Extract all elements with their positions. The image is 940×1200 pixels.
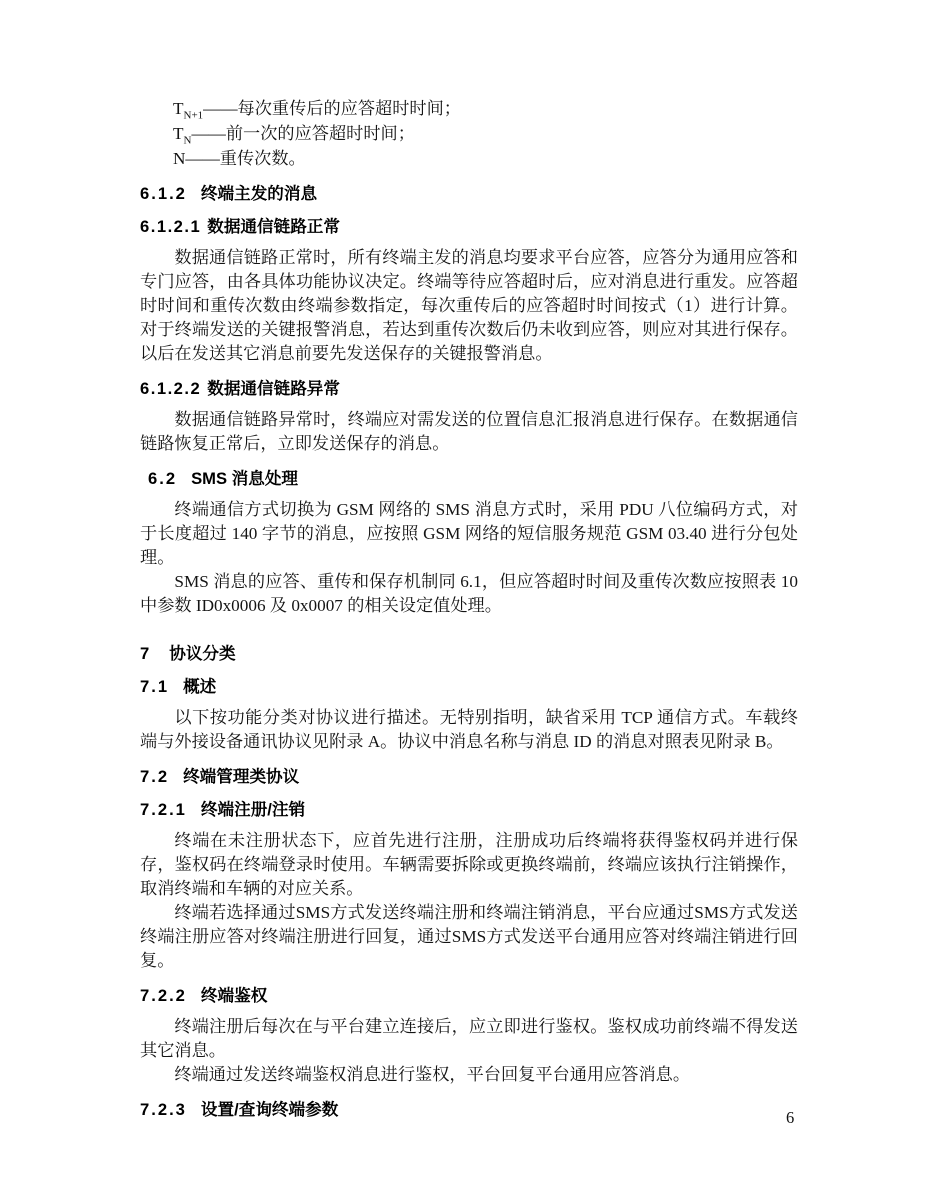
heading-number: 7.1 xyxy=(140,677,170,696)
heading-title: 概述 xyxy=(183,677,217,696)
heading-title: 数据通信链路异常 xyxy=(207,379,340,398)
heading-7-1 xyxy=(140,677,798,697)
variable-symbol: N xyxy=(173,149,186,168)
paragraph-6-1-2-2: 数据通信链路异常时，终端应对需发送的位置信息汇报消息进行保存。在数据通信链路恢复正常后，立即发送保存的消息。 xyxy=(140,410,798,453)
paragraph-6-2-first: 终端通信方式切换为 GSM 网络的 SMS 消息方式时，采用 PDU 八位编码方式，对于长度超过 140 字节的消息，应按照 GSM 网络的短信服务规范 GSM 03.40 进行分包处理。 xyxy=(140,500,798,567)
heading-6-1-2 xyxy=(140,184,798,204)
definition-line xyxy=(140,146,798,171)
variable-subscript: N xyxy=(183,134,192,147)
heading-title: 终端管理类协议 xyxy=(183,767,300,786)
heading-7-2-3 xyxy=(140,1100,798,1120)
heading-title: 数据通信链路正常 xyxy=(207,217,340,236)
definition-text: ——每次重传后的应答超时时间； xyxy=(203,99,461,118)
formula-variable-definitions xyxy=(140,96,798,171)
heading-number: 6.1.2.1 xyxy=(140,217,202,236)
heading-number: 7 xyxy=(140,644,152,663)
document-page-content xyxy=(140,96,798,1129)
variable-symbol: T xyxy=(173,99,184,118)
heading-title: 终端主发的消息 xyxy=(200,184,318,203)
paragraph-7-1: 以下按功能分类对协议进行描述。无特别指明，缺省采用 TCP 通信方式。车载终端与外接设备通讯协议见附录 A。协议中消息名称与消息 ID 的消息对照表见附录 B。 xyxy=(140,708,798,751)
heading-number: 6.2 xyxy=(148,469,178,488)
heading-7-2 xyxy=(140,767,798,787)
heading-number: 7.2.1 xyxy=(140,800,187,819)
heading-number: 7.2 xyxy=(140,767,170,786)
definition-line xyxy=(140,121,798,146)
heading-6-2 xyxy=(140,469,798,489)
heading-title: 终端鉴权 xyxy=(200,986,268,1005)
definition-text: ——前一次的应答超时时间； xyxy=(191,124,415,143)
heading-number: 6.1.2 xyxy=(140,184,187,203)
heading-title: 协议分类 xyxy=(169,644,236,663)
heading-number: 7.2.2 xyxy=(140,986,187,1005)
variable-symbol: T xyxy=(173,124,184,143)
definition-text: ——重传次数。 xyxy=(185,149,306,168)
heading-title: 终端注册/注销 xyxy=(200,800,306,819)
heading-title: SMS 消息处理 xyxy=(191,469,299,488)
heading-6-1-2-2 xyxy=(140,379,798,399)
variable-subscript: N+1 xyxy=(183,109,204,122)
paragraph-6-1-2-1: 数据通信链路正常时，所有终端主发的消息均要求平台应答，应答分为通用应答和专门应答，由各具体功能协议决定。终端等待应答超时后，应对消息进行重发。应答超时时间和重传次数由终端参数指定，每次重传后的应答超时时间按式（1）进行计算。对于终端发送的关键报警消息，若达到重传次数后仍未收到应答，则应对其进行保存。以后在发送其它消息前要先发送保存的关键报警消息。 xyxy=(140,248,798,363)
heading-number: 6.1.2.2 xyxy=(140,379,202,398)
paragraph-6-2-second: SMS 消息的应答、重传和保存机制同 6.1，但应答超时时间及重传次数应按照表 10 中参数 ID0x0006 及 0x0007 的相关设定值处理。 xyxy=(140,572,798,615)
page-number: 6 xyxy=(786,1108,795,1127)
paragraph-7-2-1-first: 终端在未注册状态下，应首先进行注册，注册成功后终端将获得鉴权码并进行保存，鉴权码在终端登录时使用。车辆需要拆除或更换终端前，终端应该执行注销操作，取消终端和车辆的对应关系。 xyxy=(140,831,798,898)
heading-number: 7.2.3 xyxy=(140,1100,187,1119)
definition-line xyxy=(140,96,798,121)
heading-7-2-2 xyxy=(140,986,798,1006)
paragraph-7-2-2-first: 终端注册后每次在与平台建立连接后，应立即进行鉴权。鉴权成功前终端不得发送其它消息。 xyxy=(140,1017,798,1060)
heading-7-2-1 xyxy=(140,800,798,820)
heading-title: 设置/查询终端参数 xyxy=(200,1100,339,1119)
heading-7 xyxy=(140,644,798,664)
paragraph-7-2-1-second: 终端若选择通过SMS方式发送终端注册和终端注销消息，平台应通过SMS方式发送终端注册应答对终端注册进行回复，通过SMS方式发送平台通用应答对终端注销进行回复。 xyxy=(140,903,798,970)
heading-6-1-2-1 xyxy=(140,217,798,237)
paragraph-7-2-2-second: 终端通过发送终端鉴权消息进行鉴权，平台回复平台通用应答消息。 xyxy=(174,1065,691,1084)
